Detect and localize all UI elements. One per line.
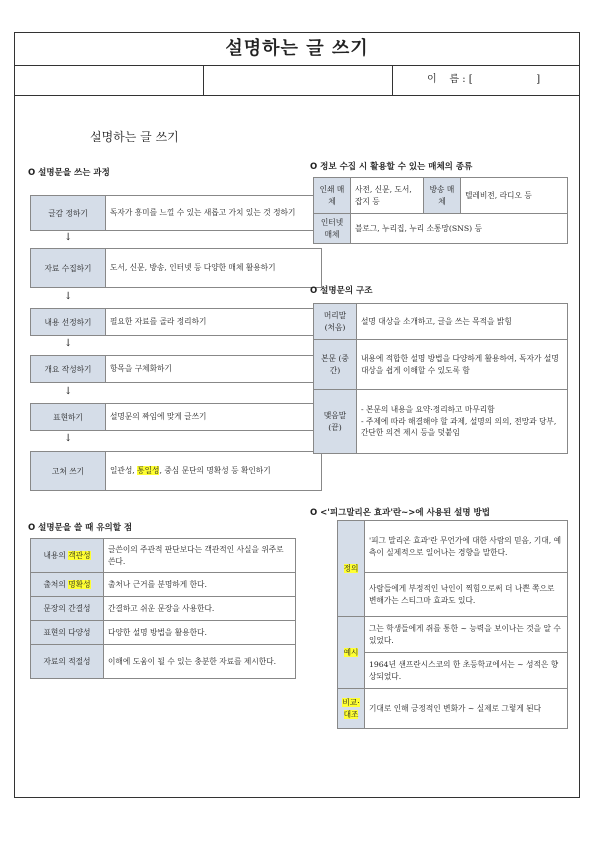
table-row — [314, 214, 568, 244]
label-text: 내용의 — [43, 550, 69, 560]
process-step-desc — [106, 452, 321, 490]
highlight-text: 비교· 대조 — [342, 697, 360, 719]
table-row — [338, 573, 568, 617]
caution-label: 문장의 간결성 — [31, 597, 104, 621]
structure-desc: 내용에 적합한 설명 방법을 다양하게 활용하여, 독자가 설명 대상을 쉽게 이해할 수 있도록 함 — [357, 340, 568, 390]
table-row — [338, 689, 568, 729]
down-arrow-icon: ↓ — [64, 232, 73, 243]
media-table — [313, 177, 568, 244]
highlight-text: 통일성 — [137, 466, 160, 476]
media-desc: 블로그, 누리집, 누리 소통망(SNS) 등 — [351, 214, 568, 244]
process-step-label: 자료 수집하기 — [31, 249, 106, 287]
process-step — [30, 248, 322, 288]
table-row — [314, 304, 568, 340]
desc-text: 일관성, — [110, 466, 138, 476]
method-desc: 1964년 샌프란시스코의 한 초등학교에서는 ~ 성적은 향상되었다. — [365, 653, 568, 689]
process-step-label: 글감 정하기 — [31, 196, 106, 230]
process-step-label: 개요 작성하기 — [31, 356, 106, 382]
caution-desc: 글쓴이의 주관적 판단보다는 객관적인 사실을 위주로 쓴다. — [104, 539, 296, 573]
process-step-desc: 독자가 흥미를 느낄 수 있는 새롭고 가치 있는 것 정하기 — [110, 208, 296, 218]
structure-desc: - 본문의 내용을 요약·정리하고 마무리함 - 주제에 따라 해결해야 할 과제, 설명의 의의, 전망과 당부, 간단한 의견 제시 등을 덧붙임 — [357, 390, 568, 454]
process-step-desc: 필요한 자료를 골라 정리하기 — [110, 317, 207, 327]
down-arrow-icon: ↓ — [64, 338, 73, 349]
down-arrow-icon: ↓ — [64, 386, 73, 397]
highlight-text: 명확성 — [68, 579, 91, 589]
process-step — [30, 308, 322, 336]
page-title: 설명하는 글 쓰기 — [15, 33, 579, 66]
structure-heading: O 설명문의 구조 — [310, 286, 373, 296]
structure-label: 맺음말 (끝) — [314, 390, 357, 454]
process-step — [30, 195, 322, 231]
table-row — [31, 597, 296, 621]
highlight-text: 객관성 — [68, 550, 91, 560]
structure-label: 머리말 (처음) — [314, 304, 357, 340]
method-label — [338, 689, 365, 729]
process-step-label: 내용 선정하기 — [31, 309, 106, 335]
method-label — [338, 521, 365, 617]
table-row — [31, 621, 296, 645]
structure-label: 본문 (중간) — [314, 340, 357, 390]
table-row — [338, 653, 568, 689]
table-row — [314, 390, 568, 454]
process-step — [30, 355, 322, 383]
media-desc: 사전, 신문, 도서, 잡지 등 — [351, 178, 424, 214]
name-field[interactable]: 이 름 : [ ] — [427, 74, 541, 85]
highlight-text: 정의 — [343, 563, 359, 573]
process-step-desc: 항목을 구체화하기 — [110, 364, 172, 374]
blank-cell-1[interactable] — [15, 65, 204, 95]
structure-table — [313, 303, 568, 454]
caution-desc: 출처나 근거를 분명하게 한다. — [104, 573, 296, 597]
caution-desc: 이해에 도움이 될 수 있는 충분한 자료를 제시한다. — [104, 645, 296, 679]
highlight-text: 예시 — [343, 647, 359, 657]
blank-cell-2[interactable] — [204, 65, 393, 95]
table-row — [314, 178, 568, 214]
media-heading: O 정보 수집 시 활용할 수 있는 매체의 종류 — [310, 162, 473, 172]
caution-label — [31, 539, 104, 573]
process-step-desc: 설명문의 짜임에 맞게 글쓰기 — [110, 412, 207, 422]
method-desc: 그는 학생들에게 쥐를 통한 ~ 능력을 보이나는 것을 알 수 있었다. — [365, 617, 568, 653]
caution-desc: 간결하고 쉬운 문장을 사용한다. — [104, 597, 296, 621]
process-step-label: 표현하기 — [31, 404, 106, 430]
media-label: 인쇄 매체 — [314, 178, 351, 214]
subtitle: 설명하는 글 쓰기 — [90, 130, 179, 144]
process-step — [30, 403, 322, 431]
method-label — [338, 617, 365, 689]
pygmalion-heading: O <'피그말리온 효과'란~>에 사용된 설명 방법 — [310, 508, 490, 518]
process-step — [30, 451, 322, 491]
table-row — [31, 539, 296, 573]
info-row — [15, 65, 579, 96]
caution-label: 표현의 다양성 — [31, 621, 104, 645]
media-label: 방송 매체 — [424, 178, 461, 214]
method-desc: '피그 말리온 효과'란 무언가에 대한 사람의 믿음, 기대, 예측이 실제적으로 일어나는 경향을 말한다. — [365, 521, 568, 573]
table-row — [338, 521, 568, 573]
method-desc: 기대로 인해 긍정적인 변화가 ~ 실제로 그렇게 된다 — [365, 689, 568, 729]
caution-desc: 다양한 설명 방법을 활용한다. — [104, 621, 296, 645]
method-desc: 사람들에게 부정적인 낙인이 찍힘으로써 더 나쁜 쪽으로 변해가는 스티그마 효과도 있다. — [365, 573, 568, 617]
cautions-heading: O 설명문을 쓸 때 유의할 점 — [28, 523, 133, 533]
caution-label: 자료의 적절성 — [31, 645, 104, 679]
table-row — [31, 645, 296, 679]
caution-label — [31, 573, 104, 597]
table-row — [314, 340, 568, 390]
pygmalion-table — [337, 520, 568, 729]
structure-desc: 설명 대상을 소개하고, 글을 쓰는 목적을 밝힘 — [357, 304, 568, 340]
cautions-table — [30, 538, 296, 679]
media-desc: 텔레비전, 라디오 등 — [461, 178, 568, 214]
label-text: 출처의 — [43, 579, 69, 589]
down-arrow-icon: ↓ — [64, 433, 73, 444]
process-step-label: 고쳐 쓰기 — [31, 452, 106, 490]
down-arrow-icon: ↓ — [64, 291, 73, 302]
table-row — [338, 617, 568, 653]
media-label: 인터넷 매체 — [314, 214, 351, 244]
table-row — [31, 573, 296, 597]
process-step-desc: 도서, 신문, 방송, 인터넷 등 다양한 매체 활용하기 — [110, 263, 276, 273]
process-heading: O 설명문을 쓰는 과정 — [28, 168, 110, 178]
desc-text: , 중심 문단의 명확성 등 확인하기 — [159, 466, 271, 476]
